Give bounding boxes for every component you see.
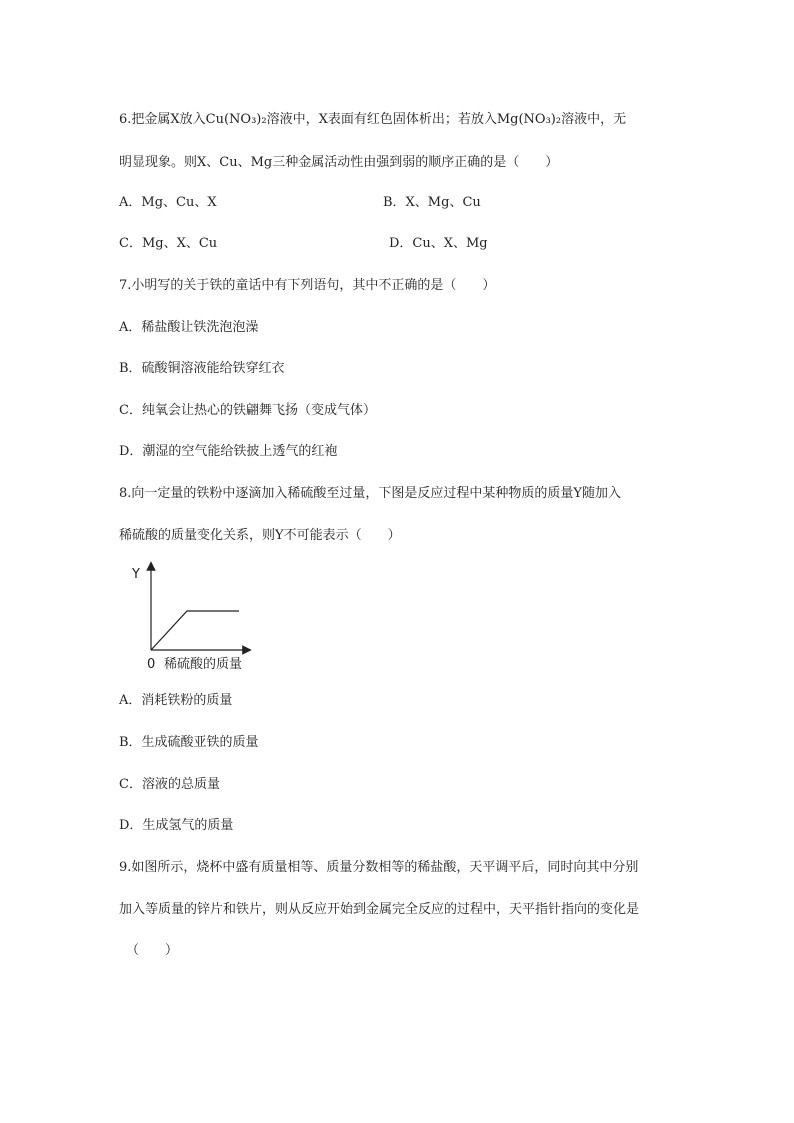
q8-option-c[interactable]: C．溶液的总质量 [119, 777, 220, 792]
graph-origin-label: 0 [147, 657, 156, 672]
q8-stem-line1: 8.向一定量的铁粉中逐滴加入稀硫酸至过量，下图是反应过程中某种物质的质量Y随加入 [119, 486, 621, 501]
q6-option-d[interactable]: D．Cu、X、Mg [389, 236, 488, 251]
q8-option-b[interactable]: B．生成硫酸亚铁的质量 [119, 735, 259, 750]
q6-option-b[interactable]: B．X、Mg、Cu [383, 195, 481, 210]
q9-stem-line2: 加入等质量的锌片和铁片，则从反应开始到金属完全反应的过程中，天平指针指向的变化是 [119, 902, 640, 917]
q8-option-d[interactable]: D．生成氢气的质量 [119, 818, 234, 833]
q7-option-a[interactable]: A．稀盐酸让铁洗泡泡澡 [119, 320, 259, 335]
q7-option-d[interactable]: D．潮湿的空气能给铁披上透气的红袍 [119, 444, 338, 459]
q7-option-b[interactable]: B．硫酸铜溶液能给铁穿红衣 [119, 361, 285, 376]
q6-stem-line1: 6.把金属X放入Cu(NO₃)₂溶液中，X表面有红色固体析出；若放入Mg(NO₃)₂溶液中，无 [119, 112, 627, 127]
graph-curve [151, 611, 239, 650]
q7-option-c[interactable]: C．纯氧会让热心的铁翩舞飞扬（变成气体） [119, 403, 376, 418]
graph-y-label: Y [132, 567, 140, 582]
q9-stem-line3: （ ） [126, 943, 179, 958]
q6-stem-line2: 明显现象。则X、Cu、Mg三种金属活动性由强到弱的顺序正确的是（ ） [119, 155, 559, 170]
graph-x-label: 稀硫酸的质量 [164, 657, 243, 672]
q8-option-a[interactable]: A．消耗铁粉的质量 [119, 693, 233, 708]
q8-stem-line2: 稀硫酸的质量变化关系，则Y不可能表示（ ） [119, 528, 401, 543]
q6-option-c[interactable]: C．Mg、X、Cu [119, 236, 218, 251]
q8-graph [126, 560, 276, 675]
q7-stem: 7.小明写的关于铁的童话中有下列语句，其中不正确的是（ ） [119, 278, 496, 293]
q9-stem-line1: 9.如图所示，烧杯中盛有质量相等、质量分数相等的稀盐酸，天平调平后，同时向其中分别 [119, 860, 639, 875]
q6-option-a[interactable]: A．Mg、Cu、X [119, 195, 217, 210]
